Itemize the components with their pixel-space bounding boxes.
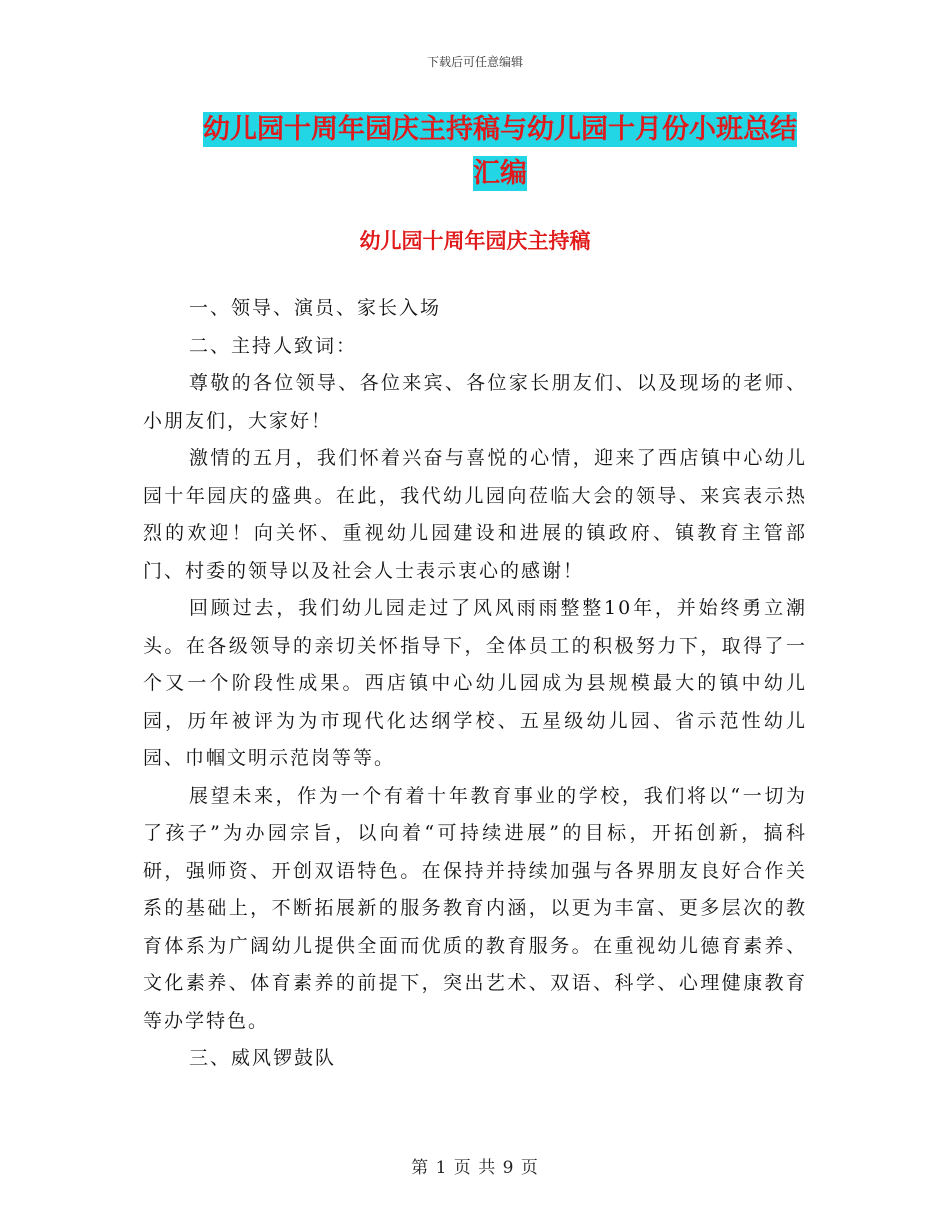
page-footer: 第 1 页 共 9 页 xyxy=(411,1158,539,1178)
paragraph: 展望未来，作为一个有着十年教育事业的学校，我们将以“一切为了孩子”为办园宗旨，以向着“可持续进展”的目标，开拓创新，搞科研，强师资、开创双语特色。在保持并持续加强与各界朋友良好合作关系的基础上，不断拓展新的服务教育内涵，以更为丰富、更多层次的教育体系为广阔幼儿提供全面而优质的教育服务。在重视幼儿德育素养、文化素养、体育素养的前提下，突出艺术、双语、科学、心理健康教育等办学特色。 xyxy=(143,784,807,1032)
document-title-text: 幼儿园十周年园庆主持稿与幼儿园十月份小班总结汇编 xyxy=(203,114,797,189)
paragraph: 回顾过去，我们幼儿园走过了风风雨雨整整10年，并始终勇立潮头。在各级领导的亲切关怀指导下，全体员工的积极努力下，取得了一个又一个阶段性成果。西店镇中心幼儿园成为县规模最大的镇中幼儿园，历年被评为为市现代化达纲学校、五星级幼儿园、省示范性幼儿园、巾帼文明示范岗等等。 xyxy=(143,597,807,769)
section-title: 幼儿园十周年园庆主持稿 xyxy=(359,229,591,253)
document-title xyxy=(190,108,810,196)
header-note: 下载后可任意编辑 xyxy=(426,55,523,69)
paragraph: 三、威风锣鼓队 xyxy=(189,1047,337,1069)
paragraph: 一、领导、演员、家长入场 xyxy=(189,297,442,319)
paragraph: 尊敬的各位领导、各位来宾、各位家长朋友们、以及现场的老师、小朋友们，大家好！ xyxy=(143,372,807,432)
paragraph: 二、主持人致词： xyxy=(189,334,358,357)
document-body xyxy=(143,290,807,1078)
paragraph: 激情的五月，我们怀着兴奋与喜悦的心情，迎来了西店镇中心幼儿园十年园庆的盛典。在此，我代幼儿园向莅临大会的领导、来宾表示热烈的欢迎！向关怀、重视幼儿园建设和进展的镇政府、镇教育主管部门、村委的领导以及社会人士表示衷心的感谢！ xyxy=(143,447,807,582)
